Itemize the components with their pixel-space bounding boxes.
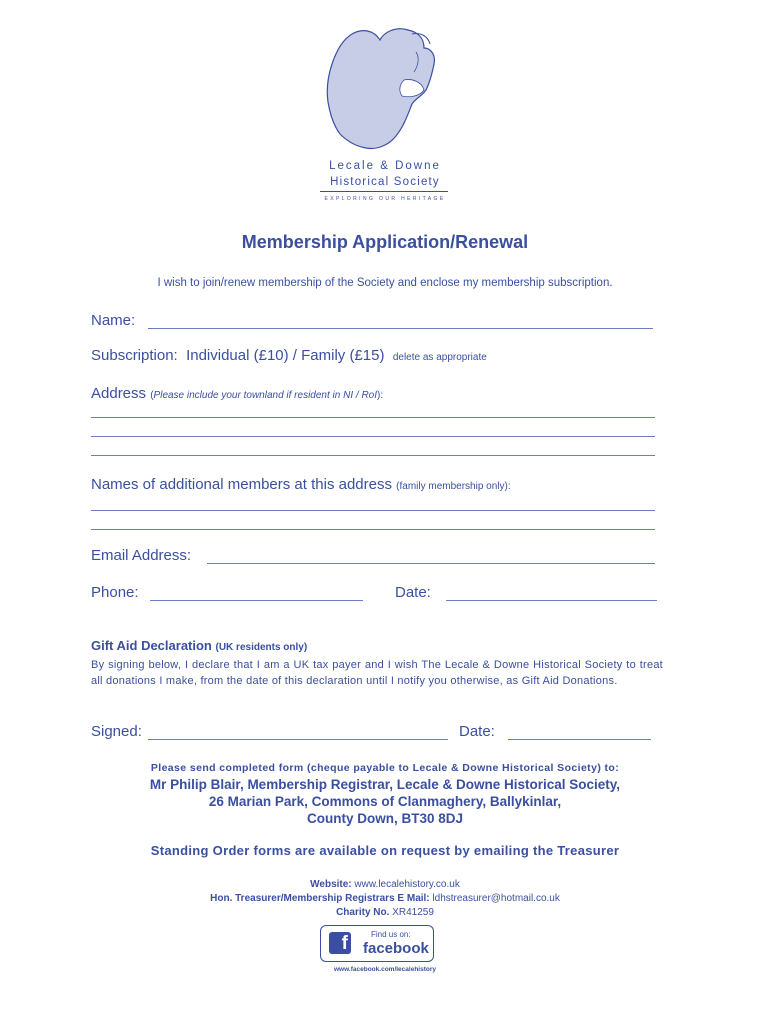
map-logo-icon (312, 22, 460, 152)
registrar-address-line-1: Mr Philip Blair, Membership Registrar, Lecale & Downe Historical Society, (149, 777, 621, 792)
address-label (91, 385, 383, 402)
send-instruction: Please send completed form (cheque payable to Lecale & Downe Historical Society) to: (150, 762, 620, 774)
date-label: Date: (395, 584, 431, 601)
address-note-open: ( (150, 390, 154, 401)
page-title: Membership Application/Renewal (241, 232, 529, 252)
facebook-badge[interactable] (320, 925, 434, 962)
additional-members-label (91, 476, 511, 493)
additional-members-field-line-1[interactable] (91, 510, 655, 511)
gift-aid-heading-text: Gift Aid Declaration (91, 638, 212, 653)
org-name-line1: Lecale & Downe (329, 160, 441, 172)
signed-label: Signed: (91, 723, 142, 740)
subscription-label (91, 347, 487, 364)
subscription-label-text: Subscription: (91, 347, 178, 364)
address-field-line-2[interactable] (91, 436, 655, 437)
phone-label: Phone: (91, 584, 139, 601)
gift-aid-date-label: Date: (459, 723, 495, 740)
gift-aid-text: By signing below, I declare that I am a UK tax payer and I wish The Lecale & Downe Historical Society to treat all donations I make, from the date of this declaration until I notify you otherwise, as Gift Aid Donations. (91, 659, 663, 687)
gift-aid-heading-note: (UK residents only) (215, 642, 308, 653)
registrar-address-line-2: 26 Marian Park, Commons of Clanmaghery, Ballykinlar, (208, 794, 562, 809)
facebook-find-text: Find us on: (371, 930, 411, 939)
date-field[interactable] (446, 600, 657, 601)
address-label-text: Address (91, 385, 147, 402)
email-field[interactable] (207, 563, 655, 564)
intro-text: I wish to join/renew membership of the Society and enclose my membership subscription. (157, 277, 613, 289)
name-label: Name: (91, 312, 136, 329)
facebook-wordmark: facebook (363, 940, 429, 957)
website-link[interactable]: www.lecalehistory.co.uk (354, 879, 460, 890)
org-name-line2: Historical Society (330, 176, 440, 188)
treasurer-label: Hon. Treasurer/Membership Registrars E Mail: (210, 893, 430, 904)
address-field-line-3[interactable] (91, 455, 655, 456)
website-label: Website: (310, 879, 352, 890)
address-field-line-1[interactable] (91, 417, 655, 418)
charity-label: Charity No. (336, 907, 390, 918)
logo-divider (320, 191, 448, 192)
email-label: Email Address: (91, 547, 192, 564)
registrar-address-line-3: County Down, BT30 8DJ (306, 811, 463, 826)
subscription-options[interactable]: Individual (£10) / Family (£15) (186, 347, 385, 364)
name-field[interactable] (148, 328, 653, 329)
org-tagline: EXPLORING OUR HERITAGE (324, 196, 446, 202)
phone-field[interactable] (150, 600, 363, 601)
subscription-note: delete as appropriate (392, 352, 487, 363)
treasurer-email-link[interactable]: ldhstreasurer@hotmail.co.uk (432, 893, 560, 904)
additional-members-field-line-2[interactable] (91, 529, 655, 530)
address-note: Please include your townland if resident in NI / RoI (153, 390, 377, 401)
gift-aid-heading (91, 638, 307, 653)
charity-line (0, 907, 770, 918)
charity-number: XR41259 (392, 907, 434, 918)
standing-order-note: Standing Order forms are available on request by emailing the Treasurer (150, 843, 620, 858)
signature-field[interactable] (148, 739, 448, 740)
additional-members-note: (family membership only): (396, 481, 511, 492)
treasurer-line (0, 893, 770, 904)
additional-members-label-text: Names of additional members at this address (91, 476, 392, 493)
facebook-icon: f (329, 932, 351, 954)
website-line (0, 879, 770, 890)
facebook-url[interactable]: www.facebook.com/lecalehistory (334, 966, 436, 973)
gift-aid-date-field[interactable] (508, 739, 651, 740)
address-note-close: ): (377, 390, 384, 401)
